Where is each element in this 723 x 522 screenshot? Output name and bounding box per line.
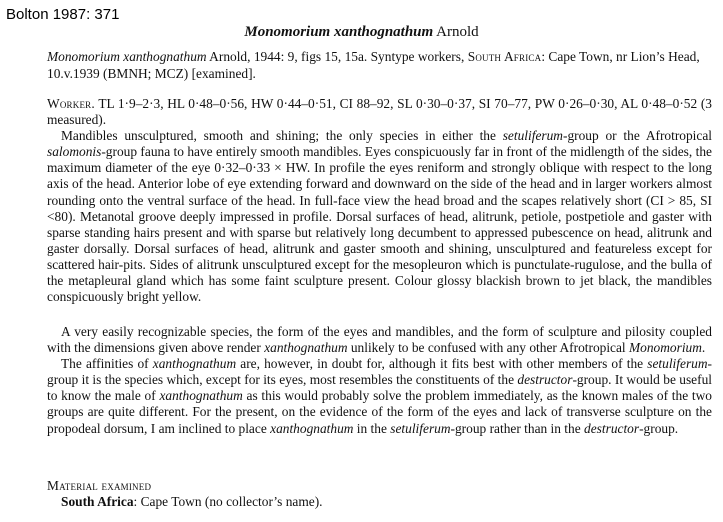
group-name: destructor — [517, 372, 573, 388]
group-name: setuliferum — [647, 356, 708, 372]
synonymy-country: South Africa — [467, 49, 542, 64]
group-name: setuliferum — [390, 420, 451, 436]
group-name: salomonis — [47, 144, 102, 160]
genus-name: Monomorium — [629, 340, 702, 356]
remarks-text: -group rather than in the — [450, 420, 585, 436]
material-examined-heading: Material examined — [47, 478, 152, 493]
species-epithet: xanthognathum — [270, 420, 354, 436]
worker-measurements — [47, 96, 712, 128]
material-detail: : Cape Town (no collector’s name). — [133, 494, 323, 509]
remarks-section — [47, 324, 712, 437]
material-examined-entry — [61, 494, 323, 510]
remarks-text: A very easily recognizable species, the form of the eyes and mandibles, and the form of sculpture and pilosity coupled with the dimensions given above render — [47, 324, 712, 356]
species-binomial: Monomorium xanthognathum — [244, 24, 434, 40]
remarks-text: are, however, in doubt for, although it fits best with other members of the — [236, 356, 648, 372]
source-citation-label: Bolton 1987: 371 — [6, 6, 120, 23]
remarks-text: -group. — [639, 420, 679, 436]
worker-heading: Worker. — [47, 96, 95, 111]
worker-description — [47, 96, 712, 305]
synonymy-locality: : Cape Town, nr Lion’s Head, 10.v.1939 (BMNH; MCZ) [examined]. — [47, 49, 700, 81]
worker-text: -group fauna to have entirely smooth mandibles. Eyes conspicuously far in front of the midlength of the sides, the maximum diameter of the eye 0·32–0·33 × HW. In profile the eyes reniform and strongly oblique with respect to the long axis of the head. Anterior lobe of eye extending forward and downward on the side of the head and in larger workers almost rounding onto the ventral surface of the head. In full-face view the head broad and the scapes relatively short (CI > 85, SI <80). Metanotal groove deeply impressed in profile. Dorsal surfaces of head, alitrunk, petiole, postpetiole and gaster with sparse standing hairs present and with sparse but relatively long decumbent to appressed pubescence on head, alitrunk and gaster dorsally. Dorsal surfaces of head, alitrunk and gaster smooth and shining, unsculptured and featureless except for scattered hair-pits. Sides of alitrunk unsculptured except for the mesopleuron which is punctulate-rugulose, and the bulla of the metapleural gland which has some faint sculpture present. Colour glossy blackish brown to jet black, the mandibles conspicuously bright yellow. — [47, 144, 712, 305]
remarks-paragraph-2 — [47, 356, 712, 436]
worker-measurement-values: TL 1·9–2·3, HL 0·48–0·56, HW 0·44–0·51, CI 88–92, SL 0·30–0·37, SI 70–77, PW 0·26–0·30, AL 0·48–0·52 (3 measured). — [47, 96, 712, 128]
remarks-text: unlikely to be confused with any other Afrotropical — [347, 340, 630, 356]
synonymy-name: Monomorium xanthognathum — [47, 49, 207, 64]
species-epithet: xanthognathum — [152, 356, 237, 372]
material-location: South Africa — [61, 494, 134, 509]
species-epithet: xanthognathum — [159, 388, 243, 404]
remarks-text: -group it is the species which, except for its eyes, most resembles the constituents of the — [47, 356, 712, 388]
synonymy-citation: Arnold, 1944: 9, figs 15, 15a. Syntype workers, — [206, 49, 468, 64]
species-epithet: xanthognathum — [264, 340, 348, 356]
synonymy-entry — [47, 48, 712, 82]
worker-diagnosis-paragraph — [47, 128, 712, 305]
remarks-paragraph-1 — [47, 324, 712, 356]
group-name: setuliferum — [502, 128, 563, 144]
species-title — [0, 24, 723, 41]
remarks-text: as this would probably solve the problem immediately, as the known males of the two groups are quite different. For the present, on the evidence of the form of the eyes and lack of transverse sculpture on the propodeal dorsum, I am inclined to place — [47, 388, 712, 436]
remarks-text: in the — [353, 420, 391, 436]
worker-text: Mandibles unsculptured, smooth and shining; the only species in either the — [61, 128, 503, 144]
remarks-text: . — [701, 340, 706, 356]
remarks-text: The affinities of — [61, 356, 153, 372]
species-author: Arnold — [436, 24, 479, 40]
remarks-text: -group. It would be useful to know the male of — [47, 372, 712, 404]
worker-text: -group or the Afrotropical — [562, 128, 712, 144]
group-name: destructor — [584, 420, 640, 436]
